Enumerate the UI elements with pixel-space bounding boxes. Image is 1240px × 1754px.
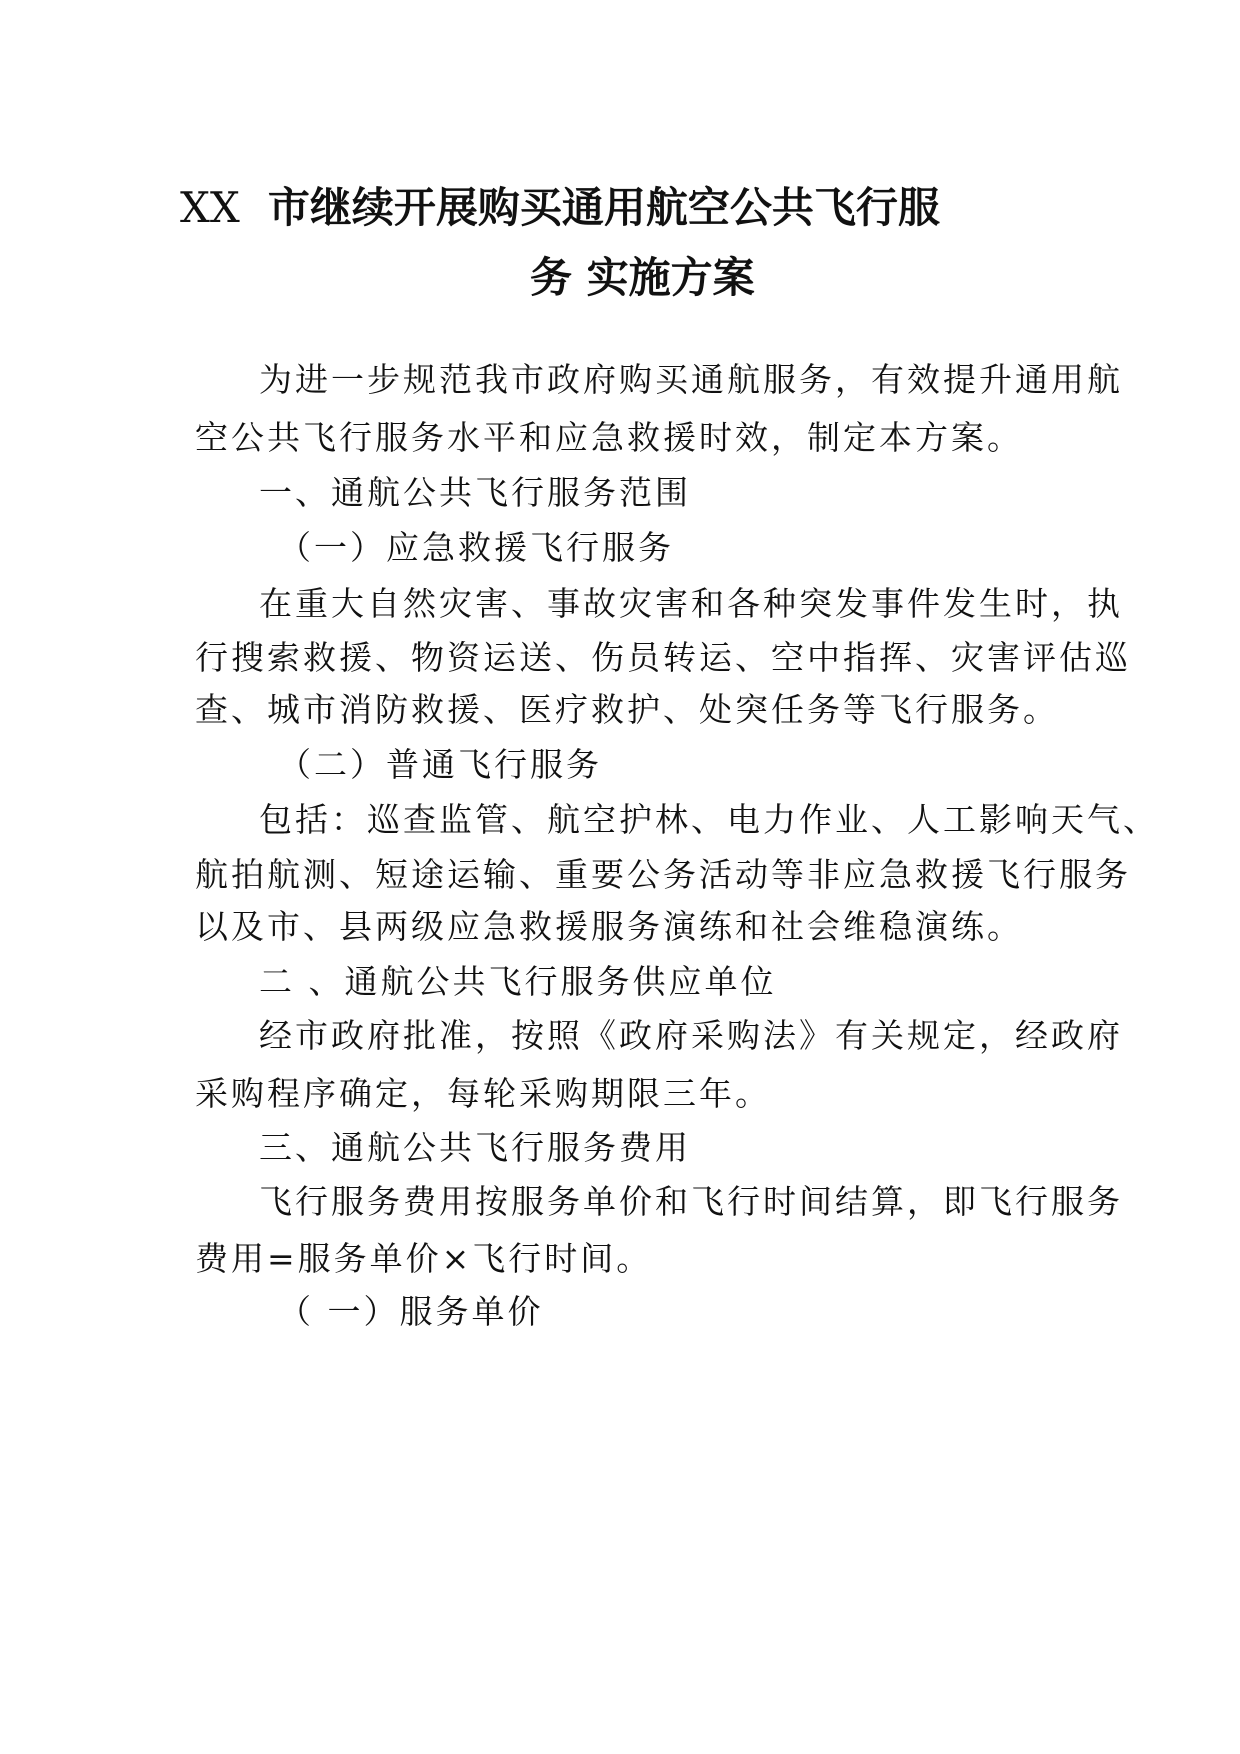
section-heading-1: 一、通航公共飞行服务范围 [259, 473, 691, 512]
title-prefix: XX [180, 183, 240, 232]
subsection-heading-1-1: （一）应急救援飞行服务 [278, 528, 674, 567]
subsection-heading-3-1: （ 一）服务单价 [278, 1292, 544, 1331]
paragraph-general-cont: 以及市、县两级应急救援服务演练和社会维稳演练。 [195, 907, 1023, 946]
title-line-1: 市继续开展购买通用航空公共飞行服 [267, 183, 940, 232]
paragraph-emergency-cont: 行搜索救援、物资运送、伤员转运、空中指挥、灾害评估巡 [195, 638, 1131, 677]
document-title [180, 178, 1080, 238]
paragraph-emergency-cont: 查、城市消防救援、医疗救护、处突任务等飞行服务。 [195, 690, 1059, 729]
paragraph-fees: 飞行服务费用按服务单价和飞行时间结算，即飞行服务 [259, 1182, 1123, 1221]
section-heading-3: 三、通航公共飞行服务费用 [259, 1128, 691, 1167]
paragraph-intro-cont: 空公共飞行服务水平和应急救援时效，制定本方案。 [195, 418, 1023, 457]
paragraph-fees-cont: 费用=服务单价×飞行时间。 [195, 1239, 653, 1278]
paragraph-supplier: 经市政府批准，按照《政府采购法》有关规定，经政府 [259, 1016, 1123, 1055]
subsection-heading-1-2: （二）普通飞行服务 [278, 745, 602, 784]
paragraph-supplier-cont: 采购程序确定，每轮采购期限三年。 [195, 1074, 771, 1113]
paragraph-general: 包括：巡查监管、航空护林、电力作业、人工影响天气、 [259, 800, 1159, 839]
section-heading-2: 二 、通航公共飞行服务供应单位 [259, 962, 777, 1001]
paragraph-general-cont: 航拍航测、短途运输、重要公务活动等非应急救援飞行服务 [195, 855, 1131, 894]
paragraph-intro: 为进一步规范我市政府购买通航服务，有效提升通用航 [259, 360, 1123, 399]
title-line-2: 务 实施方案 [530, 253, 755, 302]
paragraph-emergency: 在重大自然灾害、事故灾害和各种突发事件发生时，执 [259, 584, 1123, 623]
